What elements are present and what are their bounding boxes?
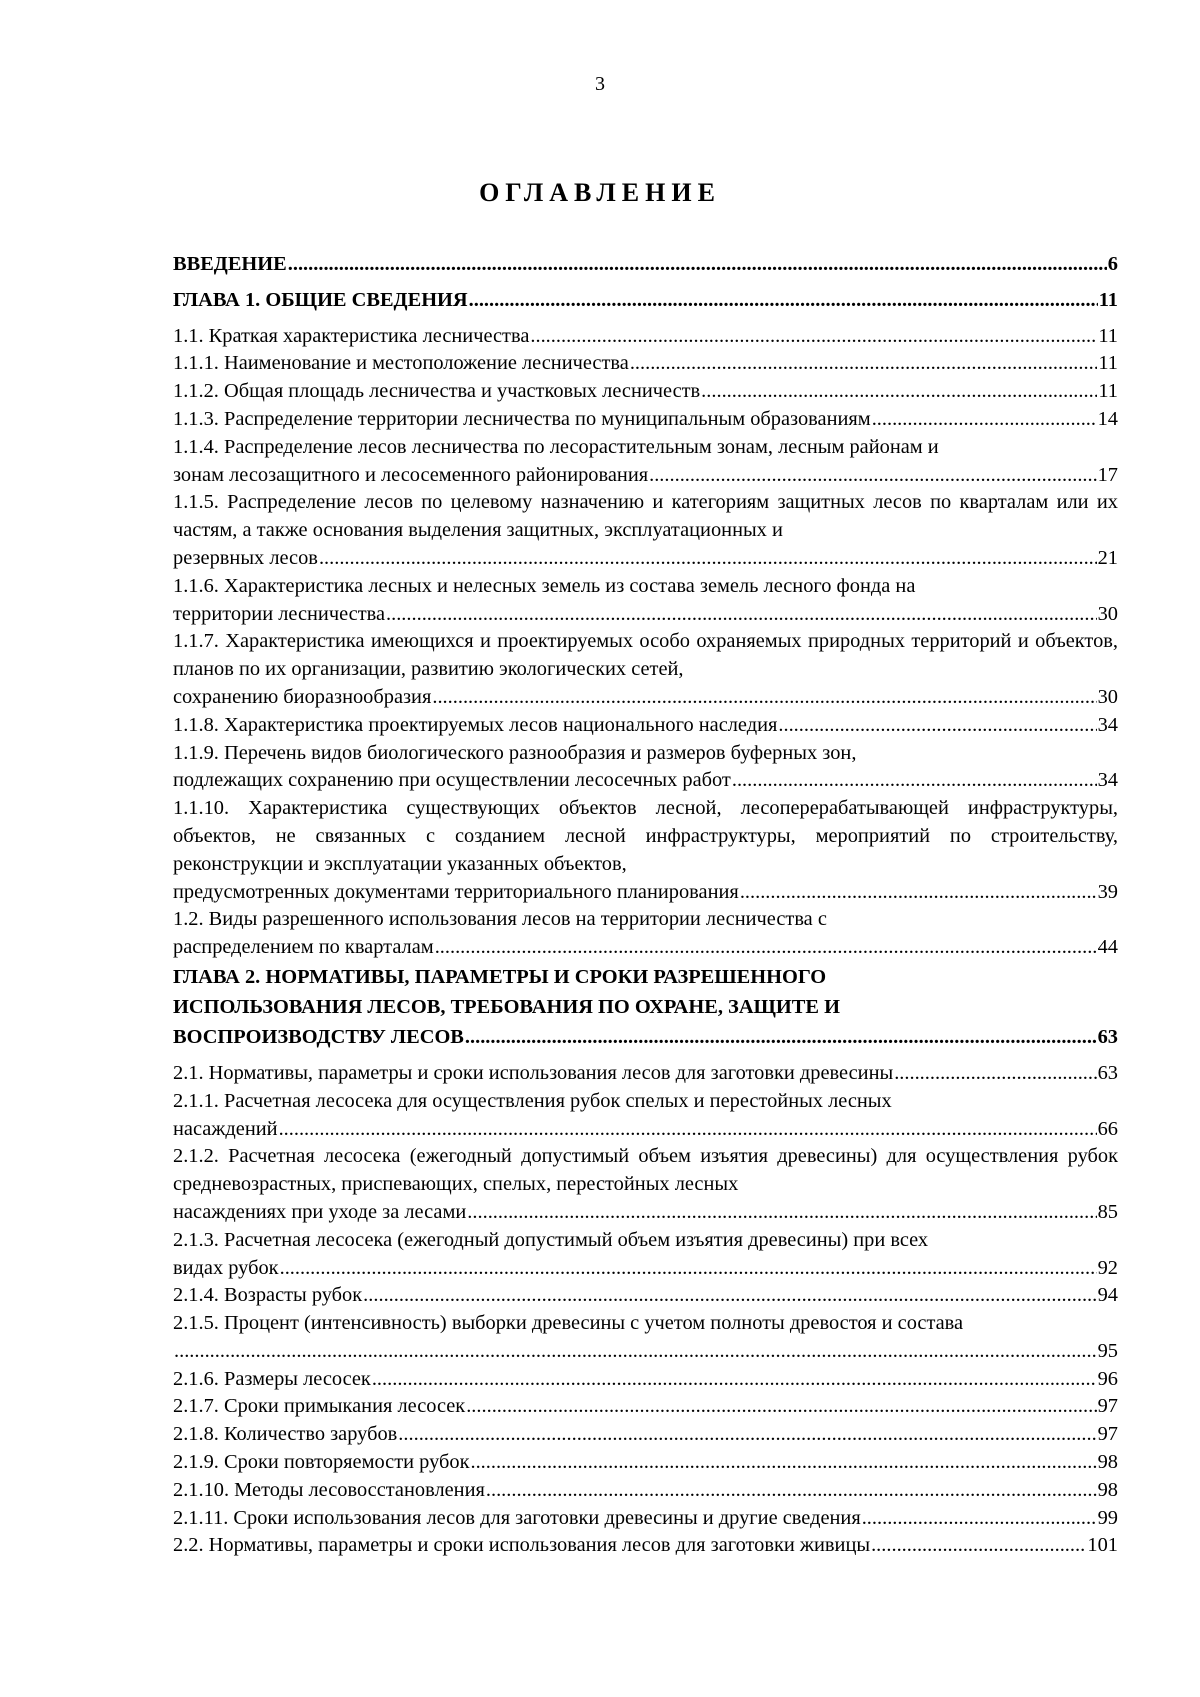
toc-entry-line (173, 1477, 1118, 1505)
toc-section-entry[interactable] (173, 628, 1118, 711)
toc-entry-title: насаждений (173, 1117, 278, 1140)
toc-entry-title: 2.1. Нормативы, параметры и сроки использования лесов для заготовки древесины (173, 1061, 894, 1084)
toc-page-number: 85 (1097, 1200, 1118, 1223)
toc-page-number: 6 (1107, 253, 1118, 275)
toc-entry-line (173, 1449, 1118, 1477)
toc-entry-title: 2.1.4. Возрасты рубок (173, 1284, 363, 1307)
toc-entry-line (173, 934, 1118, 962)
toc-entry-title: 2.1.9. Сроки повторяемости рубок (173, 1451, 470, 1474)
toc-entry-title-lead: 1.1.6. Характеристика лесных и нелесных земель из состава земель лесного фонда на (173, 574, 916, 597)
toc-entry-line (173, 767, 1118, 795)
toc-page-number: 98 (1097, 1478, 1118, 1501)
toc-entry-title: 2.1.10. Методы лесовосстановления (173, 1478, 485, 1501)
toc-entry-title: 2.1.8. Количество зарубов (173, 1423, 398, 1446)
toc-chapter-entry[interactable] (173, 287, 1118, 315)
toc-entry-line (173, 712, 1118, 740)
toc-page-number: 11 (1098, 380, 1118, 403)
toc-section-entry[interactable] (173, 1449, 1118, 1477)
toc-entry-title-lead: 1.1.5. Распределение лесов по целевому назначению и категориям защитных лесов по кварталам или их частям, а также основания выделения защитных, эксплуатационных и (173, 491, 1118, 542)
toc-page-number: 30 (1097, 602, 1118, 625)
toc-leader-dots (862, 1505, 1097, 1533)
toc-leader-dots (871, 1532, 1086, 1560)
toc-leader-dots (432, 684, 1096, 712)
toc-page-number: 96 (1097, 1367, 1118, 1390)
toc-entry-title-lead: 1.1.10. Характеристика существующих объектов лесной, лесоперерабатывающей инфраструктуры, объектов, не связанных с созданием лесной инфраструктуры, мероприятий по строительству, реконструкции и эксплуатации указанных объектов, (173, 797, 1118, 875)
toc-entry-title: 2.2. Нормативы, параметры и сроки использования лесов для заготовки живицы (173, 1534, 871, 1557)
toc-entry-line (173, 1060, 1118, 1088)
toc-entry-line (173, 1505, 1118, 1533)
toc-section-entry[interactable] (173, 1088, 1118, 1144)
toc-entry-line (173, 1116, 1118, 1144)
toc-page-number: 98 (1097, 1451, 1118, 1474)
toc-leader-dots (279, 1116, 1097, 1144)
toc-page-number: 21 (1097, 546, 1118, 569)
toc-entry-title: зонам лесозащитного и лесосеменного районирования (173, 463, 649, 486)
toc-page-number: 97 (1097, 1423, 1118, 1446)
toc-entry-line (173, 1338, 1118, 1366)
toc-entry-title: 1.1.8. Характеристика проектируемых лесов национального наследия (173, 713, 778, 736)
toc-page-number: 44 (1097, 936, 1118, 959)
toc-chapter-entry[interactable] (173, 962, 1118, 1052)
toc-leader-dots (466, 1393, 1096, 1421)
toc-leader-dots (740, 879, 1097, 907)
toc-leader-dots (630, 350, 1098, 378)
toc-entry-title: видах рубок (173, 1256, 279, 1279)
toc-entry-line (173, 1532, 1118, 1560)
toc-entry-title: ВОСПРОИЗВОДСТВУ ЛЕСОВ (173, 1025, 464, 1048)
toc-section-entry[interactable] (173, 906, 1118, 962)
toc-page-number: 92 (1097, 1256, 1118, 1279)
toc-leader-dots (280, 1255, 1097, 1283)
toc-entry-title-lead: 2.1.3. Расчетная лесосека (ежегодный допустимый объем изъятия древесины) при всех (173, 1228, 929, 1251)
toc-page-number: 39 (1097, 880, 1118, 903)
toc-entry-title: сохранению биоразнообразия (173, 685, 432, 708)
toc-page-number: 11 (1098, 288, 1118, 311)
toc-leader-dots (894, 1060, 1096, 1088)
toc-leader-dots (363, 1282, 1096, 1310)
toc-section-entry[interactable] (173, 1060, 1118, 1088)
toc-entry-title: 1.1.1. Наименование и местоположение лесничества (173, 352, 629, 375)
toc-page-number: 17 (1097, 463, 1118, 486)
toc-entry-title-lead: 2.1.5. Процент (интенсивность) выборки древесины с учетом полноты древостоя и состава (173, 1312, 964, 1335)
toc-leader-dots (732, 767, 1097, 795)
toc-section-entry[interactable] (173, 1505, 1118, 1533)
toc-entry-line (173, 1282, 1118, 1310)
toc-leader-dots (649, 462, 1097, 490)
toc-entry-line (173, 287, 1118, 315)
toc-leader-dots (469, 287, 1098, 315)
toc-page-number: 11 (1098, 352, 1118, 375)
toc-entry-line (173, 406, 1118, 434)
table-of-contents (173, 251, 1118, 1560)
toc-entry-line (173, 1421, 1118, 1449)
toc-leader-dots (467, 1199, 1096, 1227)
toc-entry-title: 1.1. Краткая характеристика лесничества (173, 324, 530, 347)
toc-entry-line (173, 1022, 1118, 1052)
toc-chapter-entry[interactable] (173, 251, 1118, 279)
toc-page-number: 95 (1097, 1339, 1118, 1362)
toc-section-entry[interactable] (173, 350, 1118, 378)
toc-section-entry[interactable] (173, 740, 1118, 796)
toc-entry-line (173, 462, 1118, 490)
toc-page-number: 11 (1098, 324, 1118, 347)
toc-section-entry[interactable] (173, 434, 1118, 490)
toc-entry-line (173, 1366, 1118, 1394)
toc-page-number: 63 (1097, 1061, 1118, 1084)
toc-section-entry[interactable] (173, 1421, 1118, 1449)
toc-page-number: 34 (1097, 769, 1118, 792)
toc-page-number: 99 (1097, 1506, 1118, 1529)
toc-entry-line (173, 350, 1118, 378)
toc-section-entry[interactable] (173, 1532, 1118, 1560)
toc-leader-dots (872, 406, 1097, 434)
toc-entry-title: территории лесничества (173, 602, 386, 625)
toc-leader-dots (319, 545, 1097, 573)
toc-entry-line (173, 879, 1118, 907)
toc-entry-title: 2.1.7. Сроки примыкания лесосек (173, 1395, 466, 1418)
toc-entry-title: ГЛАВА 1. ОБЩИЕ СВЕДЕНИЯ (173, 288, 468, 311)
toc-section-entry[interactable] (173, 795, 1118, 906)
toc-leader-dots (435, 934, 1097, 962)
toc-section-entry[interactable] (173, 378, 1118, 406)
toc-entry-line (173, 323, 1118, 351)
toc-leader-dots (470, 1449, 1096, 1477)
toc-leader-dots (778, 712, 1096, 740)
toc-page-number: 63 (1097, 1025, 1118, 1048)
toc-entry-title: предусмотренных документами территориального планирования (173, 880, 739, 903)
toc-page-number: 30 (1097, 685, 1118, 708)
toc-entry-line (173, 1255, 1118, 1283)
toc-section-entry[interactable] (173, 1227, 1118, 1283)
toc-entry-title: ВВЕДЕНИЕ (173, 253, 287, 275)
toc-entry-line (173, 251, 1118, 279)
toc-section-entry[interactable] (173, 489, 1118, 572)
toc-entry-title: насаждениях при уходе за лесами (173, 1200, 467, 1223)
toc-section-entry[interactable] (173, 1282, 1118, 1310)
toc-leader-dots (486, 1477, 1097, 1505)
toc-section-entry[interactable] (173, 1477, 1118, 1505)
toc-entry-line (173, 1393, 1118, 1421)
toc-section-entry[interactable] (173, 1143, 1118, 1226)
toc-entry-line (173, 1199, 1118, 1227)
toc-leader-dots (174, 1338, 1097, 1366)
page-number: 3 (595, 73, 605, 95)
toc-entry-title-lead: 2.1.1. Расчетная лесосека для осуществления рубок спелых и перестойных лесных (173, 1089, 892, 1112)
toc-entry-line (173, 378, 1118, 406)
toc-entry-title: 1.1.2. Общая площадь лесничества и участковых лесничеств (173, 380, 701, 403)
toc-entry-title-line: ИСПОЛЬЗОВАНИЯ ЛЕСОВ, ТРЕБОВАНИЯ ПО ОХРАНЕ, ЗАЩИТЕ И (173, 995, 840, 1018)
toc-leader-dots (465, 1022, 1097, 1052)
toc-entry-title: 2.1.11. Сроки использования лесов для заготовки древесины и другие сведения (173, 1506, 861, 1529)
toc-entry-line (173, 601, 1118, 629)
toc-title: ОГЛАВЛЕНИЕ (479, 178, 721, 207)
toc-section-entry[interactable] (173, 712, 1118, 740)
toc-entry-title-lead: 1.1.4. Распределение лесов лесничества по лесорастительным зонам, лесным районам и (173, 435, 939, 458)
toc-entry-title: 2.1.6. Размеры лесосек (173, 1367, 371, 1390)
toc-entry-line (173, 545, 1118, 573)
toc-leader-dots (288, 251, 1107, 279)
toc-entry-title-lead: 2.1.2. Расчетная лесосека (ежегодный допустимый объем изъятия древесины) для осуществления рубок средневозрастных, приспевающих, спелых, перестойных лесных (173, 1145, 1118, 1196)
toc-leader-dots (701, 378, 1097, 406)
toc-entry-title: 1.1.3. Распределение территории лесничества по муниципальным образованиям (173, 407, 871, 430)
toc-entry-title-line: ГЛАВА 2. НОРМАТИВЫ, ПАРАМЕТРЫ И СРОКИ РАЗРЕШЕННОГО (173, 965, 827, 988)
toc-entry-title: резервных лесов (173, 546, 318, 569)
toc-page-number: 97 (1097, 1395, 1118, 1418)
toc-leader-dots (530, 323, 1097, 351)
toc-page-number: 101 (1087, 1534, 1118, 1557)
toc-section-entry[interactable] (173, 1366, 1118, 1394)
toc-page-number: 14 (1097, 407, 1118, 430)
toc-section-entry[interactable] (173, 1393, 1118, 1421)
toc-section-entry[interactable] (173, 406, 1118, 434)
toc-entry-title-lead: 1.2. Виды разрешенного использования лесов на территории лесничества с (173, 908, 827, 931)
toc-leader-dots (386, 601, 1097, 629)
toc-page-number: 94 (1097, 1284, 1118, 1307)
toc-leader-dots (398, 1421, 1096, 1449)
toc-entry-title: подлежащих сохранению при осуществлении лесосечных работ (173, 769, 731, 792)
toc-section-entry[interactable] (173, 323, 1118, 351)
toc-entry-title: распределением по кварталам (173, 936, 434, 959)
toc-entry-title-lead: 1.1.7. Характеристика имеющихся и проектируемых особо охраняемых природных территорий и объектов, планов по их организации, развитию экологических сетей, (173, 630, 1118, 681)
toc-page-number: 66 (1097, 1117, 1118, 1140)
toc-entry-line (173, 684, 1118, 712)
toc-section-entry[interactable] (173, 573, 1118, 629)
toc-entry-title-lead: 1.1.9. Перечень видов биологического разнообразия и размеров буферных зон, (173, 741, 857, 764)
toc-section-entry[interactable] (173, 1310, 1118, 1366)
toc-page-number: 34 (1097, 713, 1118, 736)
toc-leader-dots (372, 1366, 1097, 1394)
